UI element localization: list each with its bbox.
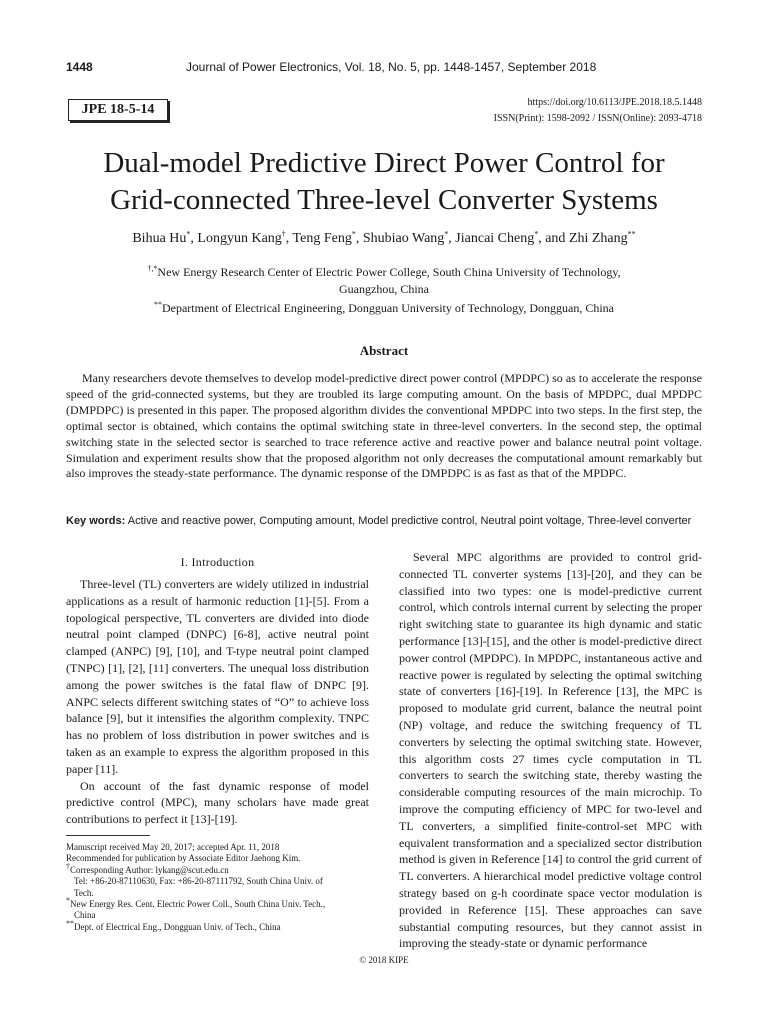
title-line: Dual-model Predictive Direct Power Control for xyxy=(103,147,665,179)
footnote-text: New Energy Res. Cent. Electric Power Coll., South China Univ. Tech., xyxy=(70,899,326,910)
section-heading: I. Introduction xyxy=(180,555,255,569)
body-paragraph: Several MPC algorithms are provided to control grid-connected TL converter systems [13]-[20], and they can be classified into two types: one is model-predictive current control, which controls internal current by selecting the proper right switching state to guarantee its high dynamic and static performance [13]-[15], and the other is model-predictive direct power control (MPDPC). In MPDPC, instantaneous active and reactive power is regulated by selecting the optimal switching state of converters [16]-[19]. In Reference [13], the MPC is proposed to modulate grid current, balance the neutral point (NP) voltage, and reduce the switching frequency of TL converters by selecting the optimal switching state. However, this algorithm costs 27 times cycle computation in TL converters to search the switching state, thereby wasting the considerable computing resources of the main microchip. To improve the computing efficiency of MPC for two-level and TL converters, a simplified finite-control-set MPC with equivalent transformation and a specialized sector distribution method is given in Reference [14] to control the grid current of TL converters. A hierarchical model predictive voltage control strategy based on g-h coordinate space vector modulation is provided in Reference [15]. These approaches can save substantial computing resources, but they cannot assist in improving the steady-state or dynamic performance xyxy=(399,550,702,951)
article-code-box: JPE 18-5-14 xyxy=(68,99,168,121)
footnote-text: Tech. xyxy=(74,887,94,898)
body-paragraph: On account of the fast dynamic response of model predictive control (MPC), many scholars have made great contributions to perfect it [13]-[19]. xyxy=(66,778,369,827)
footnote-text: Dept. of Electrical Eng., Dongguan Univ. of Tech., China xyxy=(74,921,281,932)
keywords-text: Active and reactive power, Computing amount, Model predictive control, Neutral point voltage, Three-level converter xyxy=(127,515,692,527)
author-mark: † xyxy=(281,229,286,239)
author-mark: ** xyxy=(627,229,636,239)
footnote-divider xyxy=(66,835,150,836)
author-separator: , xyxy=(448,231,456,246)
footnote-mark: ** xyxy=(66,918,74,928)
author-mark: * xyxy=(534,229,539,239)
affiliation-1 xyxy=(40,264,728,298)
title-line: Grid-connected Three-level Converter Systems xyxy=(110,184,658,216)
footnote-line xyxy=(66,861,369,876)
affiliation-line: Guangzhou, China xyxy=(339,282,429,296)
footnote-line xyxy=(66,888,369,899)
footnote-line xyxy=(66,910,369,921)
affiliation-line: Department of Electrical Engineering, Dongguan University of Technology, Dongguan, China xyxy=(161,301,615,315)
author-name: Shubiao Wang xyxy=(362,231,445,246)
doi-link[interactable]: https://doi.org/10.6113/JPE.2018.18.5.1448 xyxy=(527,97,702,108)
left-column xyxy=(66,555,369,828)
copyright-notice: © 2018 KIPE xyxy=(359,955,409,965)
issn-text: ISSN(Print): 1598-2092 / ISSN(Online): 2093-4718 xyxy=(493,113,702,124)
footnotes xyxy=(66,842,369,933)
author-mark: * xyxy=(444,229,449,239)
footnote-line xyxy=(66,918,369,933)
footnote-mark: † xyxy=(66,861,70,871)
author-mark: * xyxy=(186,229,191,239)
author-separator: , xyxy=(355,231,363,246)
footnote-text: Manuscript received May 20, 2017; accepted Apr. 11, 2018 xyxy=(66,842,280,852)
footnote-text: Corresponding Author: lykang@scut.edu.cn xyxy=(70,864,229,875)
keywords-label: Key words: xyxy=(66,515,126,527)
abstract-heading: Abstract xyxy=(359,343,409,358)
page-number: 1448 xyxy=(66,60,93,74)
footnote-text: Tel: +86-20-87110630, Fax: +86-20-87111792, South China Univ. of xyxy=(74,876,323,887)
author-name: Zhi Zhang xyxy=(568,231,628,246)
footnote-line xyxy=(66,853,369,864)
abstract-text: Many researchers devote themselves to develop model-predictive direct power control (MPDPC) so as to accelerate the response speed of the grid-connected systems, but they are troubled its large computing amount. On the basis of MPDPC, dual MPDPC (DMPDPC) is presented in this paper. The proposed algorithm divides the conventional MPDPC into two steps. In the first step, the optimal sector is obtained, which contains the optimal switching state in three-level converters. In the second step, the optimal switching state in the selected sector is searched to trace reference active and reactive power and balance neutral point voltage. Simulation and experiment results show that the proposed algorithm not only decreases the computational amount remarkably but also improves the steady-state performance. The dynamic response of the DMPDPC is as fast as that of the MPDPC. xyxy=(66,371,702,481)
author-separator: , xyxy=(285,231,293,246)
author-separator: , xyxy=(190,231,198,246)
footnote-text: Recommended for publication by Associate Editor Jaehong Kim. xyxy=(66,853,301,864)
right-column xyxy=(399,549,702,952)
affiliation-2 xyxy=(40,300,728,317)
author-name: Jiancai Cheng xyxy=(455,231,535,246)
paper-title xyxy=(40,145,728,219)
author-mark: * xyxy=(351,229,356,239)
affiliation-mark: ** xyxy=(153,300,162,309)
author-name: Longyun Kang xyxy=(197,231,282,246)
footnote-mark: * xyxy=(66,896,70,906)
author-list xyxy=(40,231,728,247)
affiliation-mark: †,* xyxy=(147,264,158,273)
footnote-line xyxy=(66,842,369,853)
footnote-line xyxy=(66,896,369,910)
footnote-line xyxy=(66,876,369,887)
body-paragraph: Three-level (TL) converters are widely utilized in industrial applications as a result of harmonic reduction [1]-[5]. From a topological perspective, TL converters are divided into diode neutral point clamped (DNPC) [6-8], active neutral point clamped (ANPC) [9], [10], and T-type neutral point clamped (TNPC) [1], [2], [11] converters. The unequal loss distribution among the power switches is the fatal flaw of DNPC [9]. ANPC selects different switching states of “O” to achieve loss balance [9], but it intensifies the algorithm complexity. TNPC has no problem of loss distribution in power switches and is taken as an example to express the algorithm proposed in this paper [11]. xyxy=(66,577,369,776)
footnote-text: China xyxy=(74,910,96,921)
author-name: Teng Feng xyxy=(292,231,352,246)
affiliation-line: New Energy Research Center of Electric Power College, South China University of Technology, xyxy=(157,265,621,279)
author-separator: , and xyxy=(538,231,569,246)
author-name: Bihua Hu xyxy=(132,231,187,246)
journal-running-header: Journal of Power Electronics, Vol. 18, No. 5, pp. 1448-1457, September 2018 xyxy=(186,60,597,74)
keywords-line xyxy=(66,515,706,527)
